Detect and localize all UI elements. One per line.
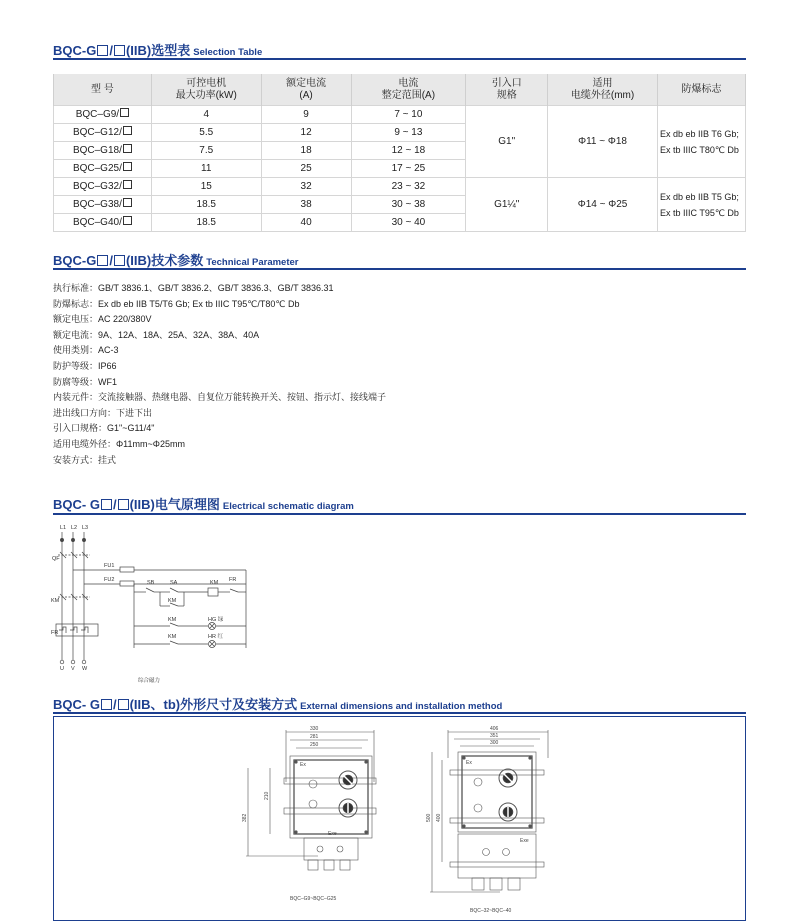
label-u: U bbox=[60, 666, 64, 672]
range-cell: 30 ~ 38 bbox=[351, 196, 466, 214]
label-exe: Exe bbox=[520, 838, 529, 844]
ex-mark-cell: Ex db eb IIB T6 Gb; Ex tb IIIC T80℃ Db bbox=[657, 106, 745, 178]
placeholder-box-icon bbox=[118, 699, 129, 710]
placeholder-box-icon bbox=[101, 699, 112, 710]
model-cell: BQC–G38/ bbox=[54, 196, 152, 214]
model-cell: BQC–G18/ bbox=[54, 142, 152, 160]
label-hr: HR 红 bbox=[208, 634, 223, 640]
current-cell: 25 bbox=[261, 160, 351, 178]
power-cell: 18.5 bbox=[151, 214, 261, 232]
label-fr: FR bbox=[51, 630, 59, 636]
placeholder-box-icon bbox=[114, 45, 125, 56]
range-cell: 12 ~ 18 bbox=[351, 142, 466, 160]
table-header-row bbox=[54, 74, 746, 106]
model-cell: BQC–G32/ bbox=[54, 178, 152, 196]
cable-cell: Φ11 ~ Φ18 bbox=[548, 106, 658, 178]
label-l3: L3 bbox=[82, 525, 89, 531]
header-current: 额定电流 (A) bbox=[261, 74, 351, 106]
dim-height-inner: 210 bbox=[264, 791, 270, 800]
model-cell: BQC–G9/ bbox=[54, 106, 152, 124]
header-cable: 适用 电缆外径(mm) bbox=[548, 74, 658, 106]
label-ex: Ex bbox=[466, 760, 472, 766]
entry-cell: G1" bbox=[466, 106, 548, 178]
small-enclosure-drawing bbox=[238, 722, 398, 918]
section-divider bbox=[53, 513, 746, 515]
table-row bbox=[54, 106, 746, 124]
label-fr-contact: FR bbox=[229, 577, 237, 583]
dim-width-mid: 281 bbox=[310, 734, 319, 740]
header-model: 型 号 bbox=[54, 74, 152, 106]
power-cell: 18.5 bbox=[151, 196, 261, 214]
large-enclosure-drawing bbox=[410, 722, 570, 918]
dim-height-inner: 400 bbox=[436, 813, 442, 822]
model-cell: BQC–G12/ bbox=[54, 124, 152, 142]
table-row bbox=[54, 178, 746, 196]
label-sb: SB bbox=[147, 580, 155, 586]
header-range: 电流 整定范围(A) bbox=[351, 74, 466, 106]
parameter-list bbox=[53, 281, 386, 468]
dimensions-title: BQC- G / (IIB、tb)外形尺寸及安装方式 External dimensions and installation method bbox=[53, 697, 503, 712]
range-cell: 9 ~ 13 bbox=[351, 124, 466, 142]
ex-mark-cell: Ex db eb IIB T5 Gb; Ex tb IIIC T95℃ Db bbox=[657, 178, 745, 232]
technical-parameter-title: BQC-G / (IIB)技术参数 Technical Parameter bbox=[53, 253, 299, 268]
label-qf: QF bbox=[52, 556, 60, 562]
label-l2: L2 bbox=[71, 525, 78, 531]
large-drawing-caption: BQC–32~BQC–40 bbox=[470, 908, 512, 914]
param-line: 防护等级：IP66 bbox=[53, 360, 117, 371]
dim-height-outer: 382 bbox=[242, 813, 248, 822]
header-ex-mark: 防爆标志 bbox=[657, 74, 745, 106]
label-sa: SA bbox=[170, 580, 178, 586]
current-cell: 18 bbox=[261, 142, 351, 160]
placeholder-box-icon bbox=[118, 499, 129, 510]
label-ex: Ex bbox=[300, 762, 306, 768]
dim-width-outer: 406 bbox=[490, 726, 499, 732]
label-km-no: KM bbox=[168, 634, 177, 640]
label-hg: HG 绿 bbox=[208, 617, 224, 623]
param-line: 防爆标志：Ex db eb IIB T5/T6 Gb; Ex tb IIIC T95℃/T80℃ Db bbox=[53, 298, 300, 309]
dimension-drawing-frame bbox=[53, 716, 746, 921]
current-cell: 9 bbox=[261, 106, 351, 124]
placeholder-box-icon bbox=[97, 255, 108, 266]
power-cell: 11 bbox=[151, 160, 261, 178]
current-cell: 32 bbox=[261, 178, 351, 196]
schematic-caption: 综合磁力 bbox=[138, 678, 161, 684]
label-l1: L1 bbox=[60, 525, 67, 531]
param-line: 防腐等级：WF1 bbox=[53, 376, 117, 387]
power-cell: 5.5 bbox=[151, 124, 261, 142]
label-km-coil: KM bbox=[210, 580, 219, 586]
param-line: 执行标准：GB/T 3836.1、GB/T 3836.2、GB/T 3836.3、GB/T 3836.31 bbox=[53, 283, 334, 293]
schematic-title: BQC- G / (IIB)电气原理图 Electrical schematic diagram bbox=[53, 497, 354, 512]
label-w: W bbox=[82, 666, 88, 672]
placeholder-box-icon bbox=[101, 499, 112, 510]
electrical-schematic bbox=[50, 520, 260, 688]
param-line: 进出线口方向：下进下出 bbox=[53, 407, 153, 418]
param-line: 额定电压：AC 220/380V bbox=[53, 314, 152, 325]
model-cell: BQC–G40/ bbox=[54, 214, 152, 232]
dim-width-outer: 330 bbox=[310, 726, 319, 732]
range-cell: 17 ~ 25 bbox=[351, 160, 466, 178]
model-cell: BQC–G25/ bbox=[54, 160, 152, 178]
param-line: 使用类别：AC-3 bbox=[53, 345, 119, 356]
current-cell: 40 bbox=[261, 214, 351, 232]
section-divider bbox=[53, 712, 746, 714]
param-line: 额定电流：9A、12A、18A、25A、32A、38A、40A bbox=[53, 329, 260, 340]
range-cell: 30 ~ 40 bbox=[351, 214, 466, 232]
dim-height-outer: 500 bbox=[426, 813, 432, 822]
header-entry: 引入口 规格 bbox=[466, 74, 548, 106]
placeholder-box-icon bbox=[97, 45, 108, 56]
small-drawing-caption: BQC–G9~BQC–G25 bbox=[290, 896, 337, 902]
param-line: 引入口规格：G1"~G11/4" bbox=[53, 423, 155, 434]
label-km-aux: KM bbox=[168, 598, 177, 604]
param-line: 内装元件：交流接触器、热继电器、自复位万能转换开关、按钮、指示灯、接线端子 bbox=[53, 392, 387, 403]
section-divider bbox=[53, 268, 746, 270]
cable-cell: Φ14 ~ Φ25 bbox=[548, 178, 658, 232]
current-cell: 12 bbox=[261, 124, 351, 142]
param-line: 适用电缆外径：Φ11mm~Φ25mm bbox=[53, 438, 185, 449]
power-cell: 7.5 bbox=[151, 142, 261, 160]
label-km: KM bbox=[51, 598, 60, 604]
label-km-nc: KM bbox=[168, 617, 177, 623]
dim-width-inner: 250 bbox=[310, 742, 319, 748]
power-cell: 4 bbox=[151, 106, 261, 124]
current-cell: 38 bbox=[261, 196, 351, 214]
dim-width-mid: 351 bbox=[490, 733, 499, 739]
range-cell: 7 ~ 10 bbox=[351, 106, 466, 124]
label-fu2: FU2 bbox=[104, 577, 115, 583]
label-exe: Exe bbox=[328, 831, 337, 837]
selection-table-title: BQC-G / (IIB)选型表 Selection Table bbox=[53, 43, 263, 58]
range-cell: 23 ~ 32 bbox=[351, 178, 466, 196]
dim-width-inner: 300 bbox=[490, 740, 499, 746]
header-power: 可控电机 最大功率(kW) bbox=[151, 74, 261, 106]
label-fu1: FU1 bbox=[104, 563, 115, 569]
section-divider bbox=[53, 58, 746, 60]
entry-cell: G1¼" bbox=[466, 178, 548, 232]
selection-table bbox=[53, 74, 746, 232]
power-cell: 15 bbox=[151, 178, 261, 196]
placeholder-box-icon bbox=[114, 255, 125, 266]
param-line: 安装方式：挂式 bbox=[53, 454, 117, 465]
label-v: V bbox=[71, 666, 75, 672]
